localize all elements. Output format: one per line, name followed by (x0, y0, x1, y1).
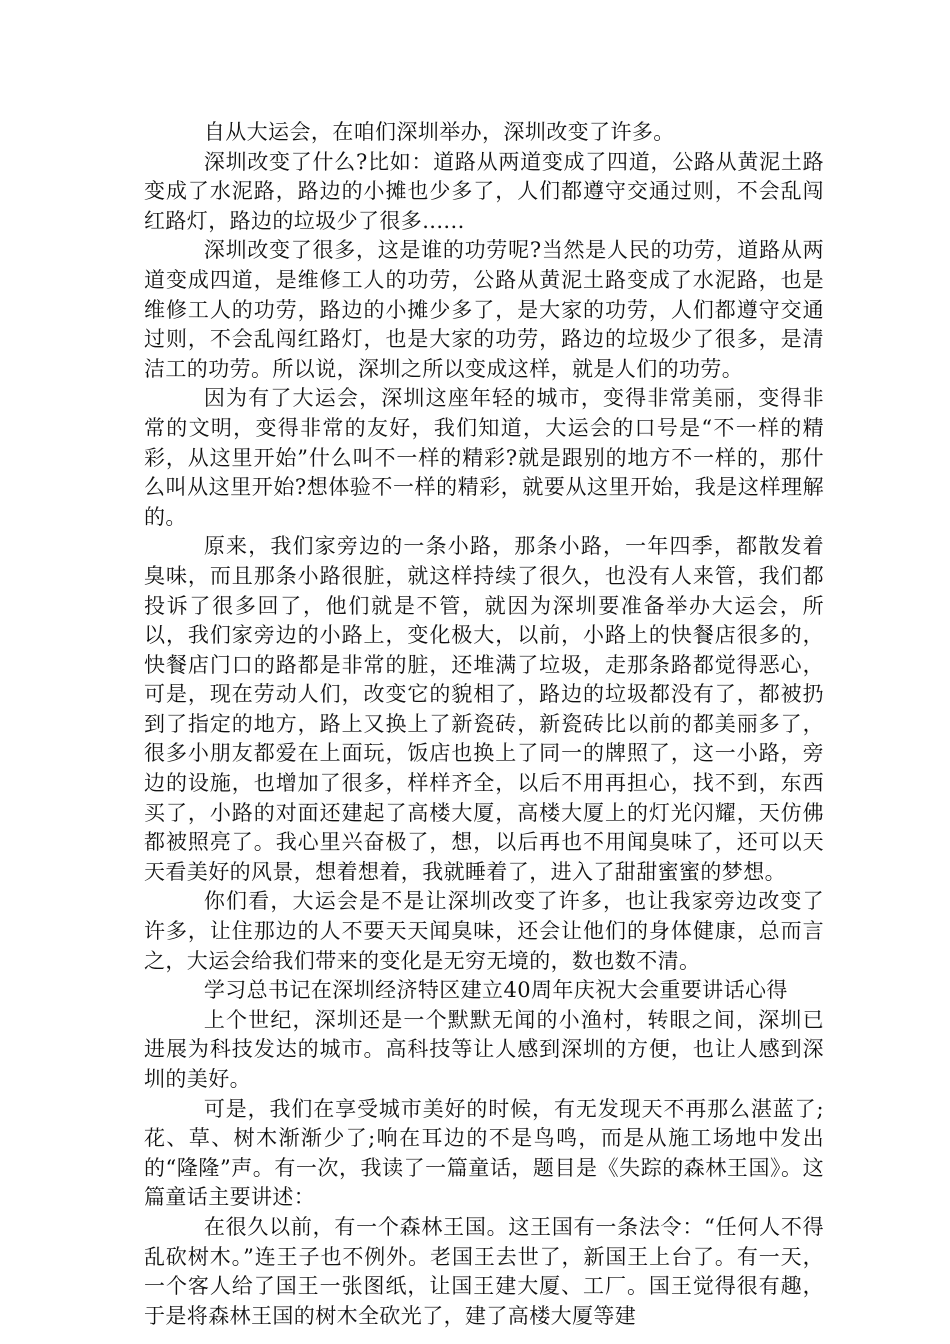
document-page (144, 118, 824, 1331)
paragraph-whose-credit: 深圳改变了很多，这是谁的功劳呢?当然是人民的功劳，道路从两道变成四道，是维修工人的功劳，公路从黄泥土路变成了水泥路，也是维修工人的功劳，路边的小摊少多了，是大家的功劳，人们都遵守交通过则，不会乱闯红路灯，也是大家的功劳，路边的垃圾少了很多，是清洁工的功劳。所以说，深圳之所以变成这样，就是人们的功劳。 (144, 238, 824, 381)
paragraph-forest-kingdom: 在很久以前，有一个森林王国。这王国有一条法令：“任何人不得乱砍树木。”连王子也不例外。老国王去世了，新国王上台了。有一天，一个客人给了国王一张图纸，让国王建大厦、工厂。国王觉得很有趣，于是将森林王国的树木全砍光了，建了高楼大厦等建 (144, 1214, 824, 1328)
paragraph-intro: 自从大运会，在咱们深圳举办，深圳改变了许多。 (203, 120, 675, 144)
paragraph-small-road: 原来，我们家旁边的一条小路，那条小路，一年四季，都散发着臭味，而且那条小路很脏，就这样持续了很久，也没有人来管，我们都投诉了很多回了，他们就是不管，就因为深圳要准备举办大运会，所以，我们家旁边的小路上，变化极大，以前，小路上的快餐店很多的，快餐店门口的路都是非常的脏，还堆满了垃圾，走那条路都觉得恶心，可是，现在劳动人们，改变它的貌相了，路边的垃圾都没有了，都被扔到了指定的地方，路上又换上了新瓷砖，新瓷砖比以前的都美丽多了，很多小朋友都爱在上面玩，饭店也换上了同一的牌照了，这一小路，旁边的设施，也增加了很多，样样齐全，以后不用再担心，找不到，东西买了，小路的对面还建起了高楼大厦，高楼大厦上的灯光闪耀，天仿佛都被照亮了。我心里兴奋极了，想，以后再也不用闻臭味了，还可以天天看美好的风景，想着想着，我就睡着了，进入了甜甜蜜蜜的梦想。 (144, 534, 824, 884)
paragraph-environment: 可是，我们在享受城市美好的时候，有无发现天不再那么湛蓝了;花、草、树木渐渐少了;响在耳边的不是鸟鸣，而是从施工场地中发出的“隆隆”声。有一次，我读了一篇童话，题目是《失踪的森林王国》。这篇童话主要讲述： (144, 1096, 824, 1210)
paragraph-fishing-village: 上个世纪，深圳还是一个默默无闻的小渔村，转眼之间，深圳已进展为科技发达的城市。高科技等让人感到深圳的方便，也让人感到深圳的美好。 (144, 1007, 824, 1091)
section-heading: 学习总书记在深圳经济特区建立40周年庆祝大会重要讲话心得 (203, 978, 788, 1003)
paragraph-universiade-slogan: 因为有了大运会，深圳这座年轻的城市，变得非常美丽，变得非常的文明，变得非常的友好，我们知道，大运会的口号是“不一样的精彩，从这里开始”什么叫不一样的精彩?就是跟别的地方不一样的，那什么叫从这里开始?想体验不一样的精彩，就要从这里开始，我是这样理解的。 (144, 386, 824, 529)
paragraph-what-changed: 深圳改变了什么?比如：道路从两道变成了四道，公路从黄泥土路变成了水泥路，路边的小摊也少多了，人们都遵守交通过则，不会乱闯红路灯，路边的垃圾少了很多...... (144, 149, 824, 233)
paragraph-conclusion: 你们看，大运会是不是让深圳改变了许多，也让我家旁边改变了许多，让住那边的人不要天天闻臭味，还会让他们的身体健康，总而言之，大运会给我们带来的变化是无穷无境的，数也数不清。 (144, 889, 824, 973)
